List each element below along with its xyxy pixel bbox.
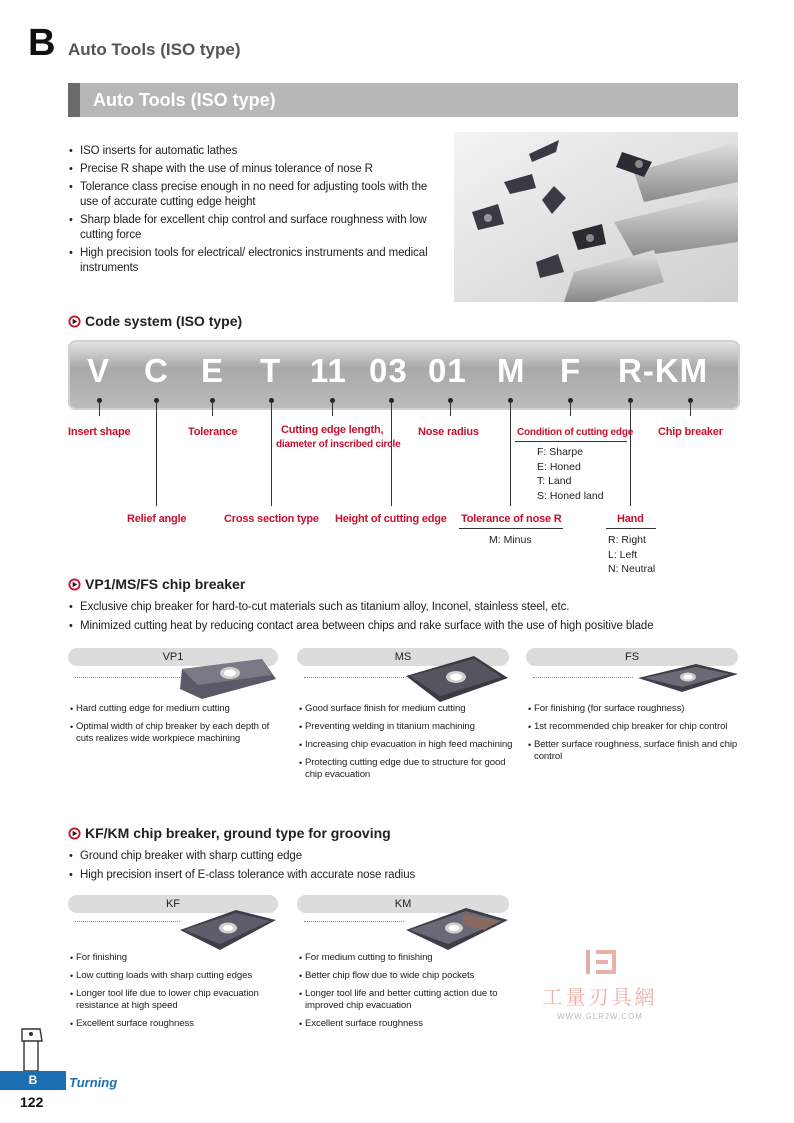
section-title: Auto Tools (ISO type) xyxy=(68,40,241,59)
panel-divider xyxy=(533,677,633,678)
connector-line xyxy=(99,400,100,416)
vp1-bullet: • Exclusive chip breaker for hard-to-cut materials such as titanium alloy, Inconel, stainless steel, etc. xyxy=(68,600,748,615)
code-char: T xyxy=(260,352,282,389)
vp1-insert-image xyxy=(178,655,278,701)
hand-underline xyxy=(606,528,656,529)
panel-title-km: KM xyxy=(297,895,509,913)
code-system-heading xyxy=(68,313,242,329)
km-features xyxy=(299,952,514,1036)
turning-tool-icon xyxy=(18,1027,46,1071)
label-relief-angle: Relief angle xyxy=(127,513,187,525)
intro-bullet: • High precision tools for electrical/ electronics instruments and medical instruments xyxy=(68,246,438,276)
code-char: 03 xyxy=(369,352,408,389)
label-condition: Condition of cutting edge xyxy=(517,427,634,438)
code-char: V xyxy=(87,352,111,389)
banner-accent xyxy=(68,83,80,117)
label-insert-shape: Insert shape xyxy=(68,426,131,438)
circle-arrow-icon xyxy=(68,578,81,591)
connector-line xyxy=(450,400,451,416)
watermark xyxy=(530,948,670,1021)
vp1-heading-text: VP1/MS/FS chip breaker xyxy=(85,576,246,592)
connector-line xyxy=(212,400,213,416)
label-cutting-edge-length: Cutting edge length, xyxy=(281,424,384,436)
connector-line xyxy=(156,400,157,506)
label-tolerance-nose: Tolerance of nose R xyxy=(461,513,562,525)
code-char: R-KM xyxy=(618,352,709,389)
watermark-text: 工量刃具網 xyxy=(542,985,658,1009)
intro-bullet: • Tolerance class precise enough in no need for adjusting tools with the use of accurate cutting edge height xyxy=(68,180,438,210)
watermark-logo xyxy=(580,948,620,976)
circle-arrow-icon xyxy=(68,827,81,840)
code-char: 01 xyxy=(428,352,467,389)
condition-underline xyxy=(515,441,627,442)
feature-item: • Better chip flow due to wide chip pockets xyxy=(299,970,514,982)
kf-insert-image xyxy=(178,906,278,952)
feature-item: • For medium cutting to finishing xyxy=(299,952,514,964)
feature-item: • Protecting cutting edge due to structure for good chip evacuation xyxy=(299,757,514,781)
feature-item: • 1st recommended chip breaker for chip control xyxy=(528,721,738,733)
feature-item: • Increasing chip evacuation in high feed machining xyxy=(299,739,514,751)
fs-features xyxy=(528,703,738,769)
intro-bullet: • ISO inserts for automatic lathes xyxy=(68,144,438,159)
feature-item: • Hard cutting edge for medium cutting xyxy=(70,703,280,715)
footer-section-name: Turning xyxy=(69,1075,118,1090)
connector-line xyxy=(510,400,511,506)
code-char: E xyxy=(201,352,225,389)
kf-bullet: • High precision insert of E-class tolerance with accurate nose radius xyxy=(68,868,668,883)
panel-title-fs: FS xyxy=(526,648,738,666)
condition-options xyxy=(537,445,604,503)
code-system-heading-text: Code system (ISO type) xyxy=(85,313,243,329)
panel-divider xyxy=(304,677,404,678)
footer-section-tab: B xyxy=(0,1071,66,1090)
feature-item: • Longer tool life and better cutting action due to improved chip evacuation xyxy=(299,988,514,1012)
label-cutting-edge-length-sub: diameter of inscribed circle xyxy=(276,439,401,450)
connector-line xyxy=(570,400,571,416)
feature-item: • Optimal width of chip breaker by each depth of cuts realizes wide workpiece machining xyxy=(70,721,280,745)
panel-title-kf: KF xyxy=(68,895,278,913)
product-photo xyxy=(454,132,738,302)
feature-item: • Longer tool life due to lower chip evacuation resistance at high speed xyxy=(70,988,280,1012)
banner-title: Auto Tools (ISO type) xyxy=(93,90,276,110)
intro-bullets xyxy=(68,144,438,279)
feature-item: • Better surface roughness, surface finish and chip control xyxy=(528,739,738,763)
code-char: 11 xyxy=(310,352,347,389)
label-nose-radius: Nose radius xyxy=(418,426,479,438)
kf-bullets xyxy=(68,849,668,883)
panel-title-vp1: VP1 xyxy=(68,648,278,666)
connector-line xyxy=(332,400,333,416)
vp1-heading xyxy=(68,576,245,592)
feature-item: • Good surface finish for medium cutting xyxy=(299,703,514,715)
section-letter: B xyxy=(28,22,56,64)
feature-item: • For finishing xyxy=(70,952,280,964)
tolerance-nose-option: M: Minus xyxy=(489,534,532,546)
feature-item: • Excellent surface roughness xyxy=(299,1018,514,1030)
panel-divider xyxy=(75,677,180,678)
hand-option: R: Right xyxy=(608,534,646,546)
feature-item: • For finishing (for surface roughness) xyxy=(528,703,738,715)
feature-item: • Excellent surface roughness xyxy=(70,1018,280,1030)
tolerance-nose-underline xyxy=(459,528,563,529)
ms-insert-image xyxy=(404,654,510,704)
ms-features xyxy=(299,703,514,787)
label-chip-breaker: Chip breaker xyxy=(658,426,723,438)
code-char: C xyxy=(144,352,169,389)
hand-option: N: Neutral xyxy=(608,563,656,575)
connector-line xyxy=(690,400,691,416)
panel-divider xyxy=(75,921,180,922)
kf-heading xyxy=(68,825,391,841)
code-char: F xyxy=(560,352,582,389)
condition-option: F: Sharpe xyxy=(537,446,584,458)
connector-line xyxy=(391,400,392,506)
label-hand: Hand xyxy=(617,513,644,525)
panel-divider xyxy=(304,921,404,922)
panel-title-ms: MS xyxy=(297,648,509,666)
intro-bullet: • Sharp blade for excellent chip control and surface roughness with low cutting force xyxy=(68,213,438,243)
vp1-bullet: • Minimized cutting heat by reducing contact area between chips and rake surface with the use of high positive blade xyxy=(68,619,748,634)
code-char: M xyxy=(497,352,526,389)
condition-option: T: Land xyxy=(537,475,572,487)
hand-option: L: Left xyxy=(608,548,638,561)
condition-option: E: Honed xyxy=(537,460,581,473)
fs-insert-image xyxy=(636,662,740,694)
kf-bullet: • Ground chip breaker with sharp cutting edge xyxy=(68,849,668,864)
vp1-bullets xyxy=(68,600,748,634)
intro-bullet: • Precise R shape with the use of minus tolerance of nose R xyxy=(68,162,438,177)
feature-item: • Preventing welding in titanium machining xyxy=(299,721,514,733)
circle-arrow-icon xyxy=(68,315,81,328)
connector-line xyxy=(630,400,631,506)
feature-item: • Low cutting loads with sharp cutting edges xyxy=(70,970,280,982)
hand-options xyxy=(608,533,655,577)
condition-option: S: Honed land xyxy=(537,489,604,502)
kf-heading-text: KF/KM chip breaker, ground type for grooving xyxy=(85,825,391,841)
watermark-url: WWW.GLRJW.COM xyxy=(557,1012,643,1021)
page-number: 122 xyxy=(20,1094,44,1110)
title-banner xyxy=(68,83,738,117)
label-height: Height of cutting edge xyxy=(335,513,447,525)
label-cross-section: Cross section type xyxy=(224,513,319,525)
connector-line xyxy=(271,400,272,506)
vp1-features xyxy=(70,703,280,751)
km-insert-image xyxy=(404,904,510,952)
kf-features xyxy=(70,952,280,1036)
label-tolerance: Tolerance xyxy=(188,426,238,438)
